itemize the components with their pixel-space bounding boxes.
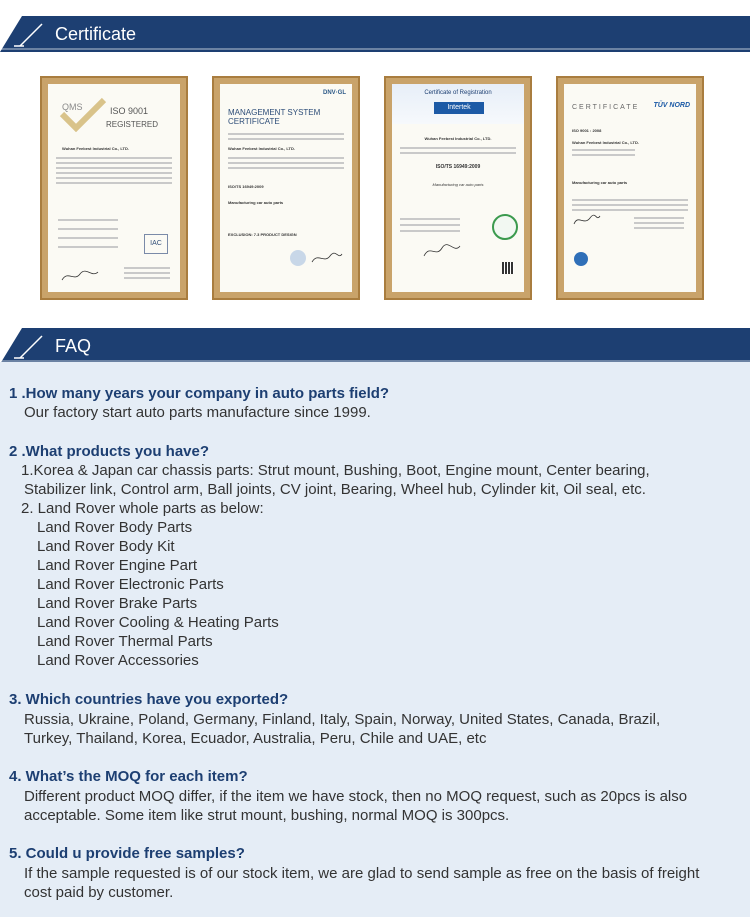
- cert-address-lines: [392, 144, 524, 157]
- faq-banner: [0, 328, 750, 364]
- cert-date-lines: [58, 212, 118, 255]
- signature-icon: [422, 244, 462, 258]
- signature-icon: [310, 252, 344, 264]
- list-item: Land Rover Thermal Parts: [37, 633, 213, 650]
- faq-answer-2-line-2: Stabilizer link, Control arm, Ball joints, CV joint, Bearing, Wheel hub, Cylinder kit, Oil seal, etc.: [24, 481, 646, 498]
- certificate-gallery: [0, 76, 750, 301]
- faq-question-2: 2 .What products you have?: [9, 443, 210, 460]
- cert-scope: Manufacturing car auto parts: [228, 200, 284, 205]
- faq-question-5: 5. Could u provide free samples?: [9, 845, 245, 862]
- list-item: Land Rover Electronic Parts: [37, 576, 224, 593]
- section-title-faq: FAQ: [55, 336, 92, 356]
- cert-heading: Certificate of Registration: [424, 90, 492, 96]
- faq-answer-5-line-1: If the sample requested is of our stock item, we are glad to send sample as free on the basis of freight: [24, 865, 700, 882]
- cert-subheading: REGISTERED: [106, 120, 159, 129]
- accreditation-seal-icon: [290, 250, 306, 266]
- cert-heading: MANAGEMENT SYSTEM: [228, 108, 321, 117]
- cert-company: Wuhan Feebest Industrial Co., LTD.: [62, 146, 129, 151]
- certificate-tuvnord: [564, 84, 696, 292]
- certificate-frame-1: [40, 76, 188, 300]
- cert-heading: ISO 9001: [110, 106, 149, 116]
- cert-note-lines: [124, 264, 170, 282]
- qms-logo: [58, 96, 108, 132]
- certificate-frame-4: [556, 76, 704, 300]
- cert-scope: Manufacturing car auto parts: [432, 182, 484, 187]
- cert-scope: Manufacturing car auto parts: [572, 180, 628, 185]
- list-item: Land Rover Cooling & Heating Parts: [37, 614, 279, 631]
- certificate-banner: [0, 16, 750, 52]
- intertek-logo: Intertek: [434, 102, 484, 114]
- slash-icon: [12, 20, 52, 50]
- cert-company: Wuhan Feebest Industrial Co., LTD.: [228, 146, 295, 151]
- cert-standard: ISO 9001 : 2008: [572, 128, 602, 133]
- cert-body-lines: [564, 196, 696, 214]
- tuvnord-logo: TÜV NORD: [653, 102, 690, 109]
- list-item: Land Rover Body Parts: [37, 519, 193, 536]
- faq-answer-4-line-2: acceptable. Some item like strut mount, bushing, normal MOQ is 300pcs.: [24, 807, 510, 824]
- cert-company: Wuhan Feebest Industrial Co., LTD.: [572, 140, 639, 145]
- faq-answer-5-line-2: cost paid by customer.: [24, 884, 174, 901]
- faq-answer-1: Our factory start auto parts manufacture since 1999.: [24, 404, 371, 421]
- list-item: Land Rover Accessories: [37, 652, 199, 669]
- faq-question-4: 4. What’s the MOQ for each item?: [9, 768, 248, 785]
- cert-standard: ISO/TS 16949:2009: [435, 164, 481, 170]
- cert-heading: CERTIFICATE: [572, 104, 640, 111]
- faq-question-3: 3. Which countries have you exported?: [9, 691, 289, 708]
- faq-question-1: 1 .How many years your company in auto parts field?: [9, 385, 390, 402]
- qr-code-icon: [502, 262, 514, 274]
- cert-subheading: CERTIFICATE: [228, 117, 280, 126]
- certificate-qms: [48, 84, 180, 292]
- list-item: Land Rover Body Kit: [37, 538, 175, 555]
- faq-answer-3-line-2: Turkey, Thailand, Korea, Ecuador, Australia, Peru, Chile and UAE, etc: [24, 730, 487, 747]
- faq-answer-3-line-1: Russia, Ukraine, Poland, Germany, Finland, Italy, Spain, Norway, United States, Canada, Brazil,: [24, 711, 661, 728]
- certificate-frame-3: [384, 76, 532, 300]
- cert-address-lines: [220, 154, 352, 172]
- section-title-certificate: Certificate: [55, 24, 137, 44]
- cert-body-lines: [220, 130, 352, 143]
- dnvgl-logo: DNV·GL: [323, 90, 346, 96]
- signature-icon: [572, 214, 602, 226]
- cert-note-lines: [634, 214, 684, 232]
- certificate-frame-2: [212, 76, 360, 300]
- accreditation-seal-icon: [574, 252, 588, 266]
- cert-body-lines: [48, 154, 180, 187]
- iac-badge: IAC: [144, 234, 168, 254]
- cert-company: Wuhan Feebest Industrial Co., LTD.: [424, 136, 492, 141]
- certificate-dnvgl: [220, 84, 352, 292]
- faq-answer-2-line-1: 1.Korea & Japan car chassis parts: Strut mount, Bushing, Boot, Engine mount, Center bearing,: [21, 462, 650, 479]
- cert-address-lines: [564, 146, 643, 159]
- qms-logo-text: QMS: [62, 102, 83, 112]
- banner-rule: [0, 48, 750, 50]
- cert-standard: ISO/TS 16949:2009: [228, 184, 264, 189]
- cert-date-lines: [400, 214, 460, 236]
- cert-exclusion: EXCLUSION: 7.3 PRODUCT DESIGN: [228, 232, 297, 237]
- faq-answer-4-line-1: Different product MOQ differ, if the item we have stock, then no MOQ request, such as 20pcs is also: [24, 788, 688, 805]
- list-item: Land Rover Brake Parts: [37, 595, 198, 612]
- accreditation-seal-icon: [492, 214, 518, 240]
- faq-answer-2-line-3: 2. Land Rover whole parts as below:: [21, 500, 264, 517]
- signature-icon: [60, 270, 100, 282]
- slash-icon: [12, 332, 52, 362]
- certificate-intertek: [392, 84, 524, 292]
- list-item: Land Rover Engine Part: [37, 557, 198, 574]
